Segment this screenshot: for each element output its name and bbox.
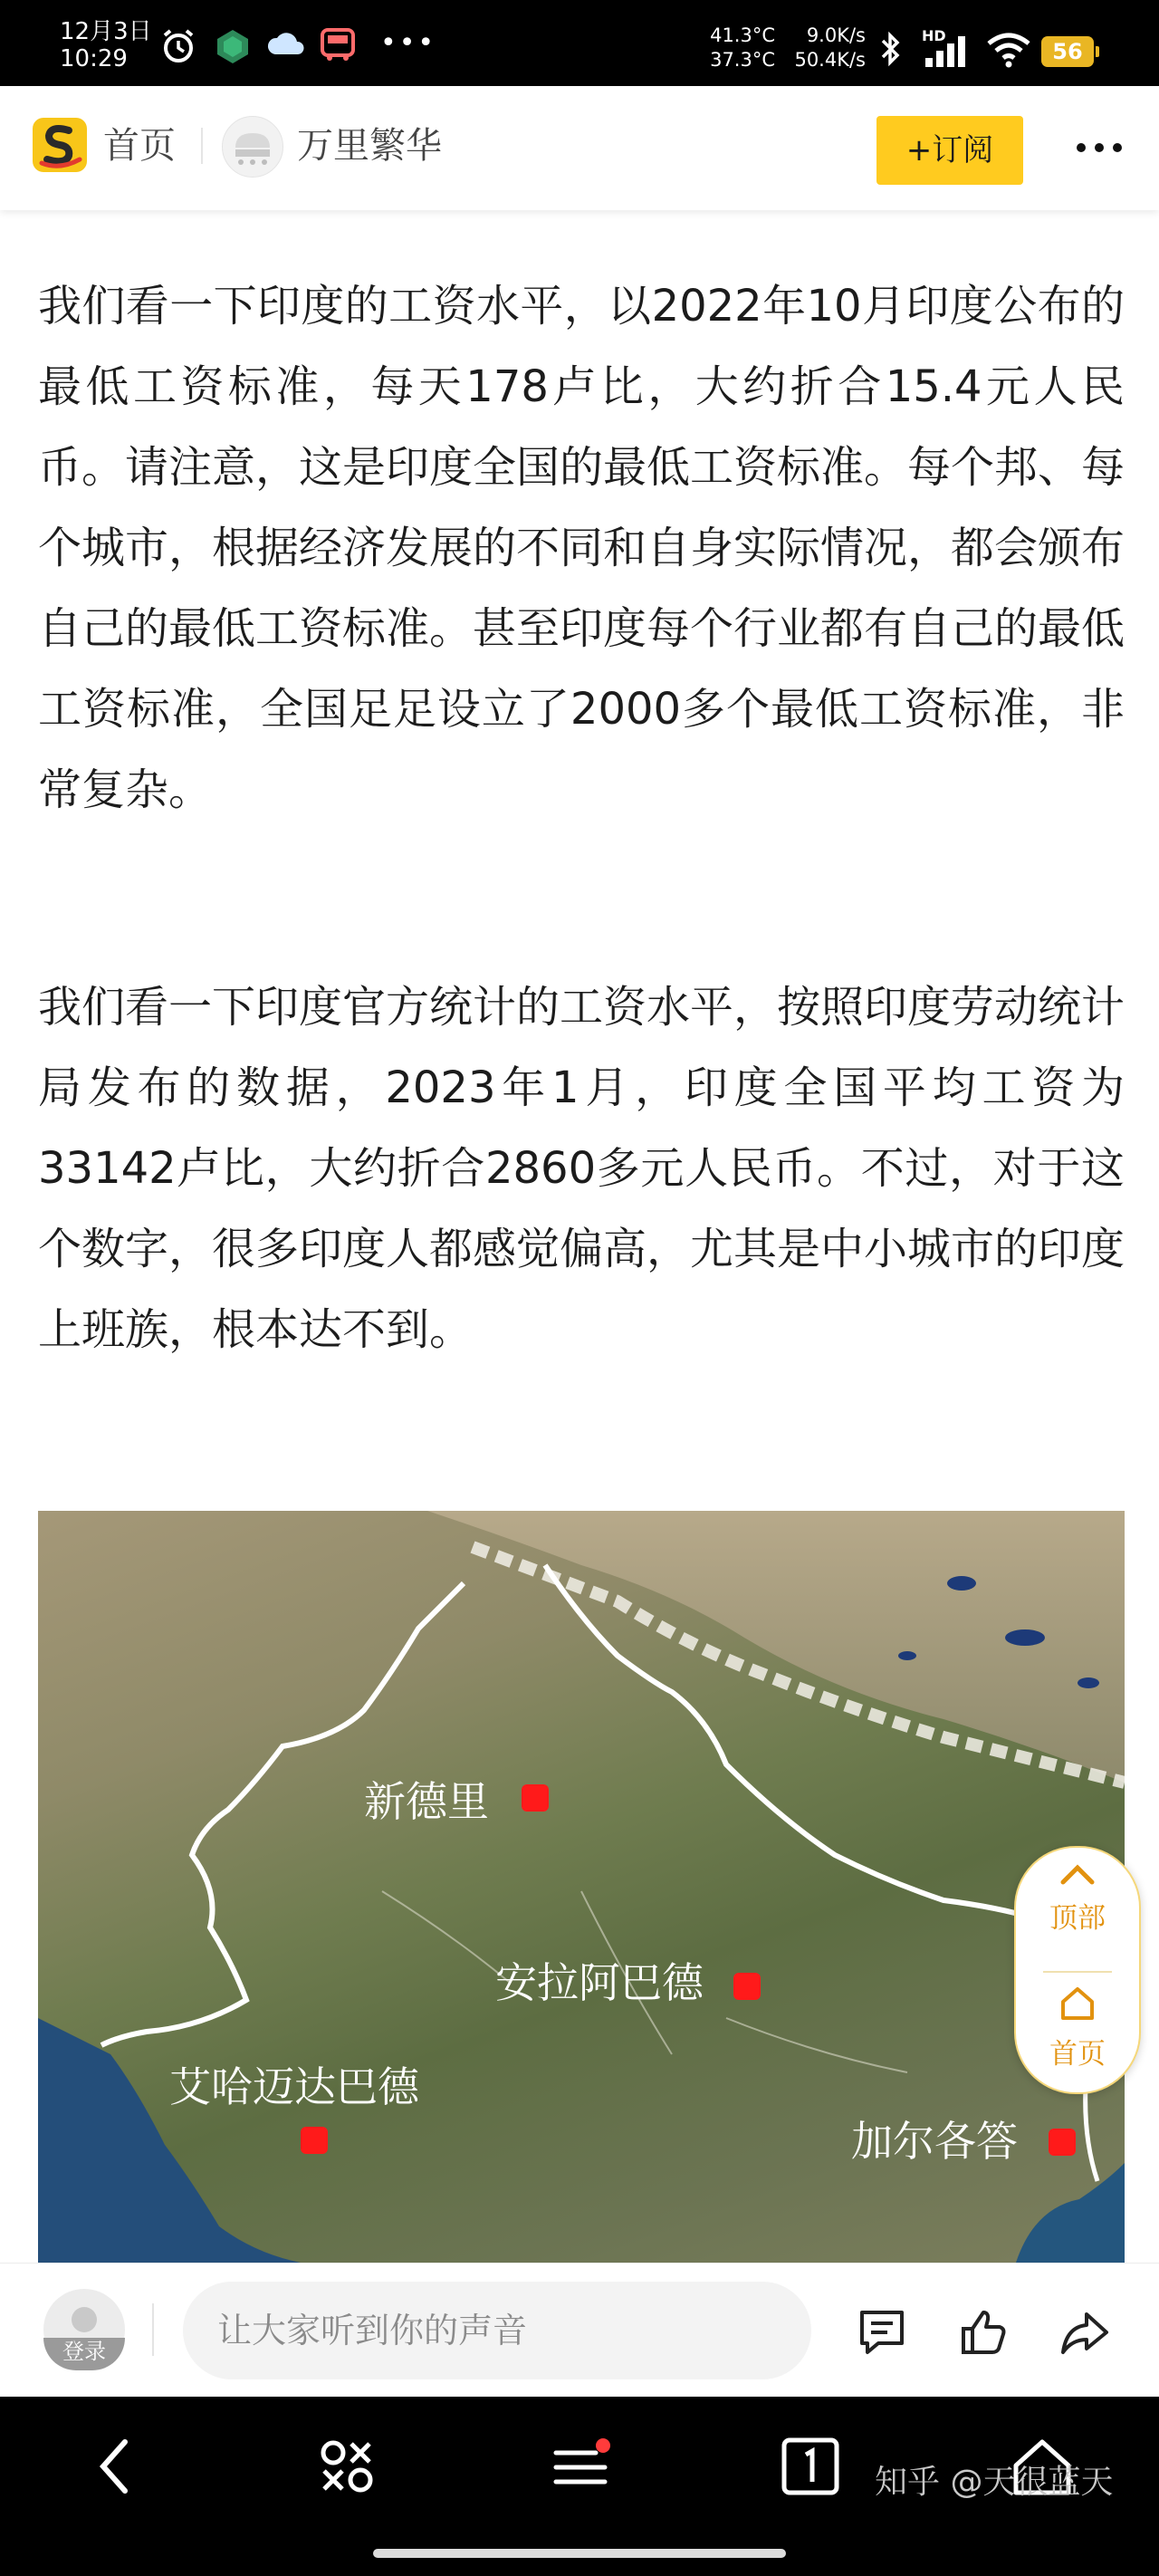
battery-temp: 37.3°C [710, 49, 775, 71]
upload-speed: 9.0K/s [806, 24, 866, 46]
chevron-up-icon [1058, 1860, 1097, 1888]
like-icon[interactable] [958, 2307, 1009, 2358]
india-map-image[interactable] [38, 1511, 1125, 2263]
back-icon[interactable] [92, 2435, 138, 2498]
city-marker [301, 2127, 328, 2154]
back-to-top-label: 顶部 [1049, 1902, 1106, 1935]
alarm-icon [159, 27, 197, 65]
city-label-ahmedabad: 艾哈迈达巴德 [169, 2062, 419, 2111]
home-link[interactable]: 首页 [103, 125, 176, 167]
city-label-allahabad: 安拉阿巴德 [495, 1958, 704, 2007]
watermark: 知乎 @天很蓝天 [875, 2464, 1114, 2501]
float-home-label: 首页 [1049, 2038, 1106, 2071]
system-nav-bar [0, 2397, 1159, 2576]
floating-nav [1014, 1846, 1141, 2094]
header-divider [201, 128, 203, 164]
green-app-icon [214, 27, 252, 65]
comment-bar-divider [152, 2303, 154, 2356]
floating-nav-divider [1043, 1971, 1112, 1973]
column-name[interactable]: 万里繁华 [297, 125, 442, 167]
status-date: 12月3日 [60, 18, 152, 45]
lake [1005, 1629, 1045, 1646]
login-label[interactable]: 登录 [43, 2338, 125, 2370]
home-icon [1058, 1984, 1097, 2023]
comment-input[interactable]: 让大家听到你的声音 [183, 2282, 811, 2379]
status-datetime [60, 18, 152, 72]
app-logo-icon[interactable] [33, 118, 87, 172]
battery-icon: 56 [1041, 36, 1094, 67]
home-indicator[interactable] [373, 2549, 786, 2558]
tabs-icon[interactable] [779, 2435, 842, 2498]
hd-badge: HD [922, 27, 946, 44]
status-time: 10:29 [60, 45, 128, 72]
float-home-button[interactable] [1016, 1984, 1139, 2071]
lake [947, 1576, 976, 1591]
plateau-region [427, 1511, 1125, 1783]
city-ahmedabad[interactable] [169, 2062, 421, 2154]
more-notifications-icon: ••• [380, 27, 437, 59]
notification-dot [596, 2438, 610, 2453]
arabian-sea [38, 2018, 301, 2263]
wifi-icon [985, 31, 1032, 69]
city-label-kolkata: 加尔各答 [851, 2117, 1018, 2166]
city-marker [1049, 2129, 1076, 2156]
comment-bar [0, 2263, 1159, 2398]
article-paragraph: 我们看一下印度的工资水平，以2022年10月印度公布的最低工资标准，每天178卢比，大约折合15.4元人民币。请注意，这是印度全国的最低工资标准。每个邦、每个城市，根据经济发展的不同和自身实际情况，都会颁布自己的最低工资标准。甚至印度每个行业都有自己的最低工资标准，全国足足设立了2000多个最低工资标准，非常复杂。 [38, 281, 1125, 815]
temperature-readout [703, 24, 775, 72]
menu-icon[interactable] [549, 2435, 612, 2498]
network-speed-readout [784, 24, 866, 72]
column-avatar[interactable] [222, 116, 283, 178]
app-header [0, 86, 1159, 210]
back-to-top-button[interactable] [1016, 1860, 1139, 1936]
more-options-icon[interactable] [1070, 126, 1128, 169]
city-kolkata[interactable] [851, 2117, 1076, 2166]
comment-icon[interactable] [857, 2307, 907, 2358]
share-icon[interactable] [1059, 2307, 1110, 2358]
bluetooth-icon [876, 31, 904, 67]
signal-icon [924, 33, 974, 69]
download-speed: 50.4K/s [794, 49, 866, 71]
subscribe-button[interactable]: +订阅 [876, 116, 1023, 185]
status-bar [0, 0, 1159, 86]
lake [1078, 1677, 1099, 1688]
city-delhi[interactable] [364, 1777, 549, 1826]
city-marker [733, 1973, 761, 2000]
article-paragraph: 我们看一下印度官方统计的工资水平，按照印度劳动统计局发布的数据，2023年1月，印度全国平均工资为33142卢比，大约折合2860多元人民币。不过，对于这个数字，很多印度人都感觉偏高，尤其是中小城市的印度上班族，根本达不到。 [38, 982, 1125, 1355]
cpu-temp: 41.3°C [710, 24, 775, 46]
city-marker [522, 1784, 549, 1812]
lake [898, 1651, 916, 1660]
apps-icon[interactable] [315, 2435, 378, 2498]
bay-of-bengal [1016, 2163, 1125, 2263]
city-label-delhi: 新德里 [364, 1777, 489, 1826]
bus-icon [319, 27, 357, 62]
city-allahabad[interactable] [495, 1958, 761, 2007]
cloud-icon [266, 27, 306, 60]
